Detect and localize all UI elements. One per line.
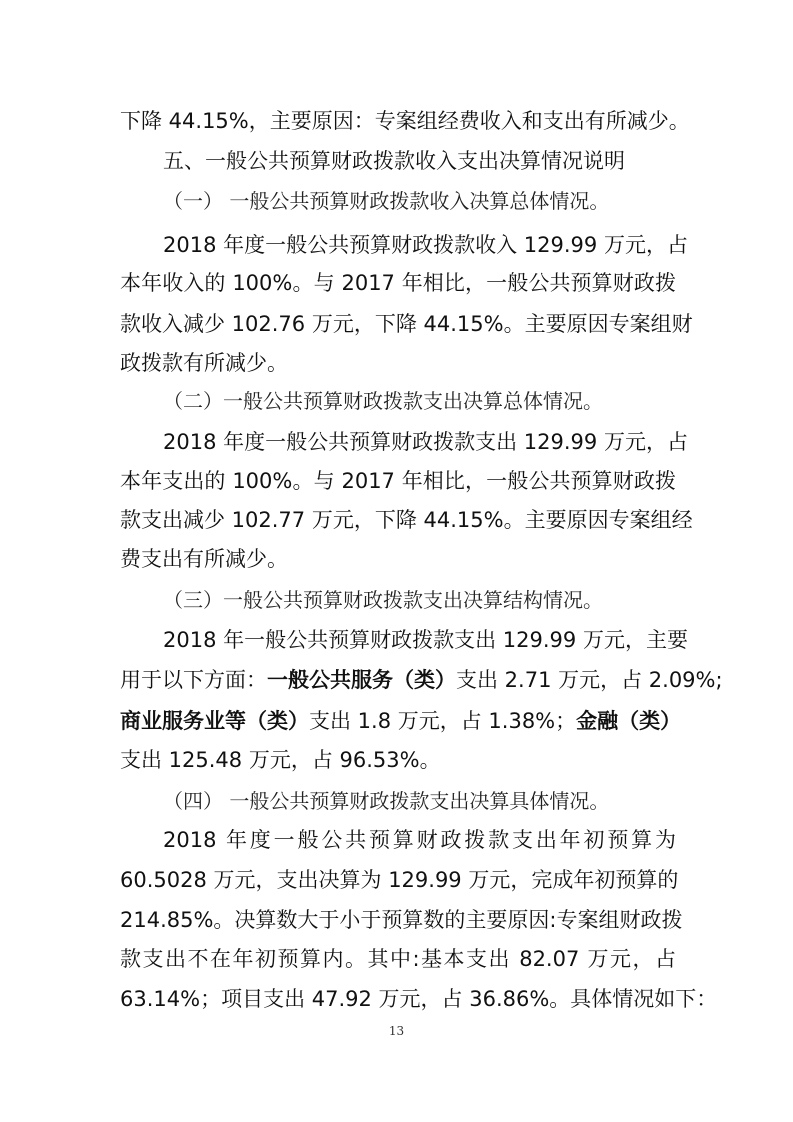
bold-category: 金融（类） (576, 709, 682, 733)
page-number: 13 (388, 1024, 405, 1038)
text-segment: 支出 2.71 万元，占 2.09%; (456, 668, 723, 692)
text-line: 款支出不在年初预算内。其中:基本支出 82.07 万元，占 (120, 947, 676, 971)
text-segment: 支出 1.8 万元，占 1.38%； (309, 709, 577, 733)
bold-category: 一般公共服务（类） (267, 668, 456, 692)
text-line: 60.5028 万元，支出决算为 129.99 万元，完成年初预算的 (120, 868, 679, 892)
subsection-heading: （四） 一般公共预算财政拨款支出决算具体情况。 (163, 789, 610, 813)
text-line: 2018 年度一般公共预算财政拨款支出 129.99 万元，占 (163, 430, 688, 454)
text-segment: 用于以下方面： (120, 668, 267, 692)
text-line: 下降 44.15%，主要原因：专案组经费收入和支出有所减少。 (120, 109, 690, 133)
text-line: 支出 125.48 万元，占 96.53%。 (120, 748, 441, 772)
text-line: 费支出有所减少。 (120, 547, 288, 571)
text-line: 2018 年度一般公共预算财政拨款收入 129.99 万元，占 (163, 233, 688, 257)
text-line: 2018 年度一般公共预算财政拨款支出年初预算为 (163, 828, 676, 852)
subsection-heading: （一） 一般公共预算财政拨款收入决算总体情况。 (163, 189, 610, 213)
subsection-heading: （三）一般公共预算财政拨款支出决算结构情况。 (163, 588, 603, 612)
section-heading: 五、一般公共预算财政拨款收入支出决算情况说明 (163, 149, 625, 173)
bold-category: 商业服务业等（类） (120, 709, 309, 733)
text-line: 政拨款有所减少。 (120, 351, 288, 375)
text-line: 款收入减少 102.76 万元，下降 44.15%。主要原因专案组财 (120, 312, 693, 336)
text-line (120, 665, 723, 695)
text-line: 款支出减少 102.77 万元，下降 44.15%。主要原因专案组经 (120, 508, 693, 532)
text-line: 214.85%。决算数大于小于预算数的主要原因:专案组财政拨 (120, 908, 683, 932)
subsection-heading: （二）一般公共预算财政拨款支出决算总体情况。 (163, 389, 603, 413)
text-line: 本年收入的 100%。与 2017 年相比，一般公共预算财政拨 (120, 271, 676, 295)
text-line (120, 706, 682, 736)
text-line: 本年支出的 100%。与 2017 年相比，一般公共预算财政拨 (120, 469, 676, 493)
text-line: 2018 年一般公共预算财政拨款支出 129.99 万元，主要 (163, 628, 688, 652)
text-line: 63.14%；项目支出 47.92 万元，占 36.86%。具体情况如下： (120, 987, 718, 1011)
